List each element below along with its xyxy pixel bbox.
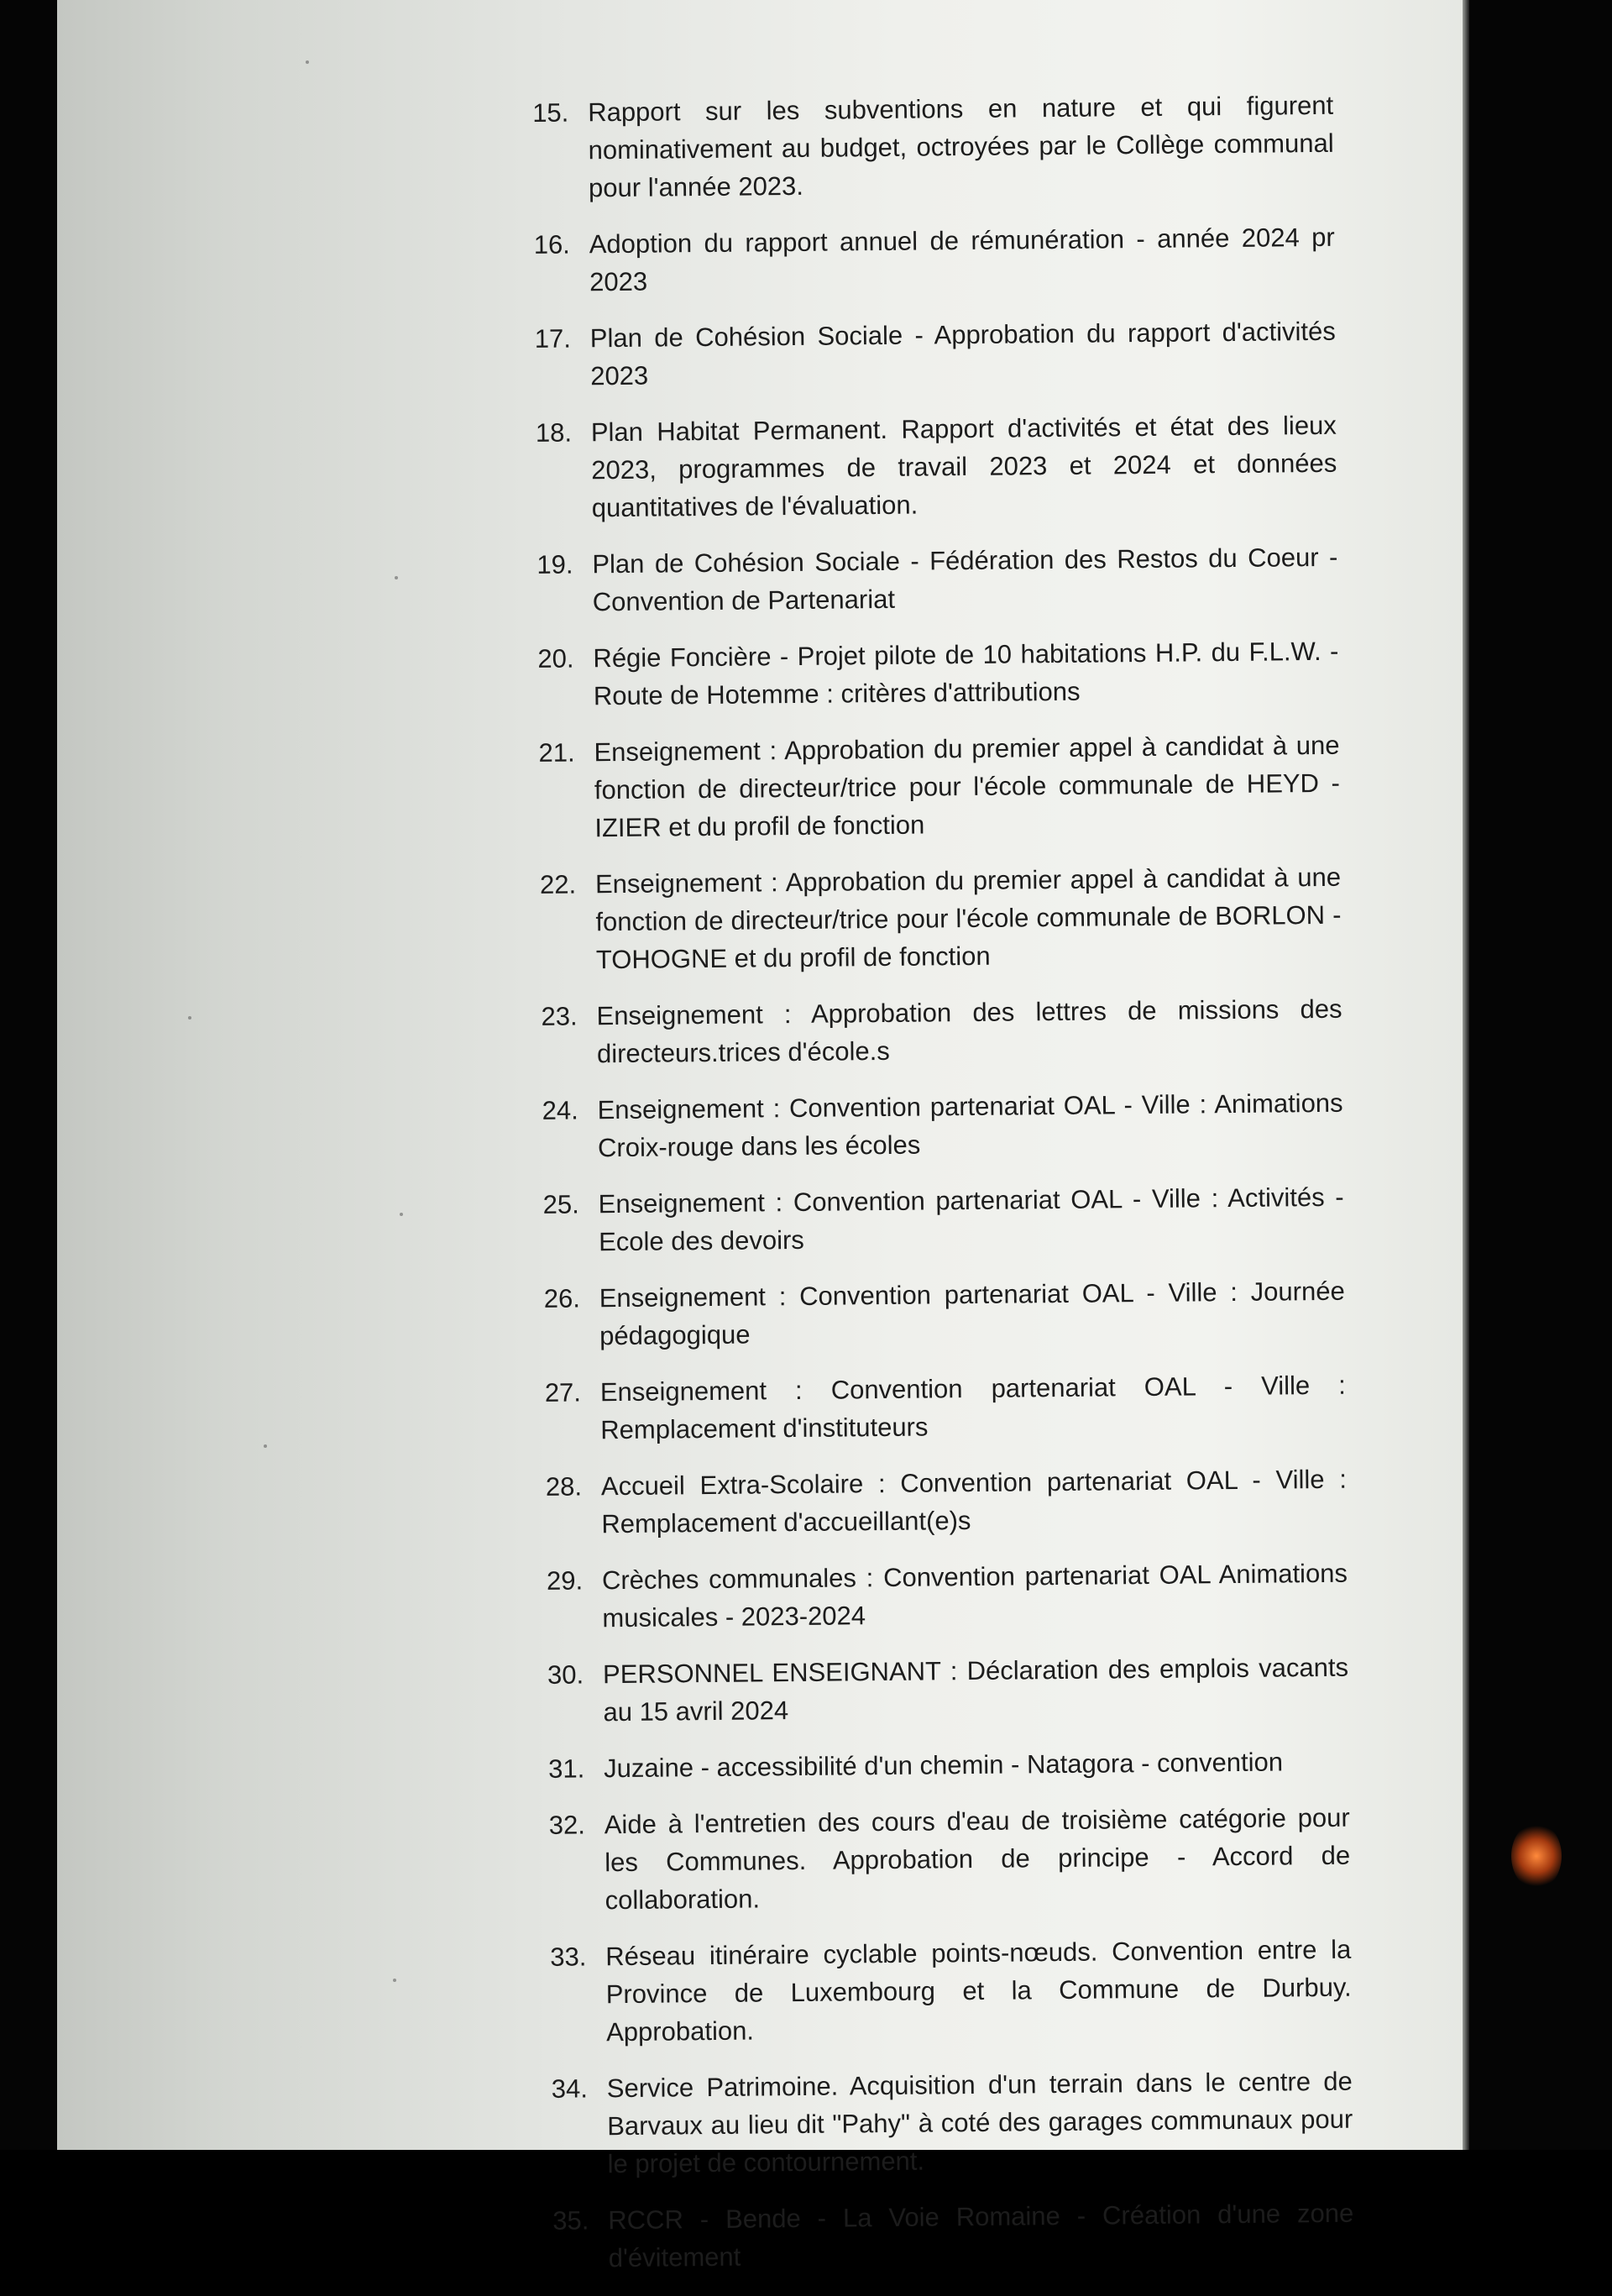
agenda-item-number: 16. xyxy=(533,229,570,259)
light-reflection xyxy=(1511,1822,1562,1890)
agenda-item-number: 23. xyxy=(541,1001,578,1031)
agenda-item xyxy=(533,726,1340,847)
agenda-item-number: 15. xyxy=(532,97,569,128)
agenda-item-number: 24. xyxy=(542,1095,578,1125)
paper-speck xyxy=(264,1444,267,1448)
agenda-item xyxy=(535,858,1342,979)
agenda-item-number: 26. xyxy=(543,1283,581,1313)
agenda-item-number: 19. xyxy=(536,549,573,579)
agenda-item xyxy=(537,1178,1344,1261)
agenda-item-number: 30. xyxy=(547,1659,584,1690)
agenda-item xyxy=(527,86,1334,207)
agenda-item-number: 25. xyxy=(542,1189,579,1219)
agenda-item-number: 32. xyxy=(548,1810,586,1840)
agenda-item-text: Service Patrimoine. Acquisition d'un terrain dans le centre de Barvaux au lieu dit "Pahy" à coté des garages communaux pour le projet de contournement. xyxy=(606,2066,1353,2179)
agenda-item-text: PERSONNEL ENSEIGNANT : Déclaration des emplois vacants au 15 avril 2024 xyxy=(602,1652,1349,1727)
agenda-item-text: Juzaine - accessibilité d'un chemin - Natagora - convention xyxy=(603,1747,1284,1784)
agenda-item-text: Enseignement : Convention partenariat OAL - Ville : Animations Croix-rouge dans les écoles xyxy=(597,1088,1343,1163)
agenda-item xyxy=(532,632,1339,716)
agenda-item xyxy=(547,2194,1354,2278)
agenda-item xyxy=(530,312,1337,396)
agenda-item-text: Adoption du rapport annuel de rémunération - année 2024 pr 2023 xyxy=(589,222,1335,297)
agenda-item xyxy=(536,1084,1343,1167)
agenda-item xyxy=(531,406,1337,527)
agenda-item-text: RCCR - Bende - La Voie Romaine - Création d'une zone d'évitement xyxy=(608,2198,1354,2273)
agenda-item-text: Enseignement : Approbation du premier appel à candidat à une fonction de directeur/trice pour l'école communale de HEYD - IZIER et du profil de fonction xyxy=(594,730,1341,843)
agenda-item-number: 35. xyxy=(552,2205,589,2236)
paper-speck xyxy=(393,1979,396,1982)
agenda-item-text: Accueil Extra-Scolaire : Convention partenariat OAL - Ville : Remplacement d'accueillant(e)s xyxy=(600,1464,1348,1539)
agenda-item-number: 34. xyxy=(551,2073,589,2104)
agenda-item-text: Réseau itinéraire cyclable points-nœuds. Convention entre la Province de Luxembourg et la Commune de Durbuy. Approbation. xyxy=(605,1934,1352,2047)
paper-speck xyxy=(395,576,398,579)
agenda-item xyxy=(545,1931,1352,2052)
agenda-item xyxy=(536,990,1342,1073)
agenda-item-text: Enseignement : Convention partenariat OAL - Ville : Activités - Ecole des devoirs xyxy=(598,1182,1344,1257)
agenda-item xyxy=(542,1554,1348,1638)
paper-sheet xyxy=(57,0,1463,2273)
agenda-item-text: Enseignement : Convention partenariat OAL - Ville : Remplacement d'instituteurs xyxy=(599,1370,1346,1445)
agenda-item-number: 21. xyxy=(538,737,575,768)
agenda-item-text: Aide à l'entretien des cours d'eau de troisième catégorie pour les Communes. Approbation de principe - Accord de collaboration. xyxy=(604,1802,1351,1916)
paper-speck xyxy=(306,60,309,64)
agenda-item-text: Plan de Cohésion Sociale - Fédération des Restos du Coeur - Convention de Partenariat xyxy=(592,542,1338,617)
agenda-item xyxy=(541,1460,1348,1544)
agenda-item xyxy=(529,218,1336,301)
agenda-item xyxy=(539,1272,1346,1355)
agenda-item xyxy=(540,1366,1347,1449)
agenda-item-number: 31. xyxy=(547,1753,585,1784)
agenda-item-text: Régie Foncière - Projet pilote de 10 habitations H.P. du F.L.W. - Route de Hotemme : critères d'attributions xyxy=(593,636,1339,711)
agenda-item-number: 18. xyxy=(535,417,573,448)
agenda-item-text: Rapport sur les subventions en nature et qui figurent nominativement au budget, octroyées par le Collège communal pour l'année 2023. xyxy=(588,90,1334,203)
agenda-list xyxy=(527,86,1354,2296)
agenda-item-number: 27. xyxy=(544,1377,582,1407)
agenda-item-text: Enseignement : Convention partenariat OAL - Ville : Journée pédagogique xyxy=(599,1276,1345,1351)
agenda-item-text: Crèches communales : Convention partenariat OAL Animations musicales - 2023-2024 xyxy=(601,1558,1348,1633)
agenda-item xyxy=(531,538,1338,621)
agenda-item xyxy=(544,1799,1351,1920)
agenda-item-number: 29. xyxy=(546,1565,584,1596)
agenda-item-number: 20. xyxy=(537,643,574,674)
agenda-item-number: 22. xyxy=(539,869,577,899)
agenda-item-text: Plan de Cohésion Sociale - Approbation du rapport d'activités 2023 xyxy=(589,316,1336,391)
agenda-item-number: 28. xyxy=(545,1471,583,1502)
agenda-item-text: Enseignement : Approbation des lettres de missions des directeurs.trices d'école.s xyxy=(596,993,1342,1069)
paper-speck xyxy=(188,1016,191,1020)
paper-speck xyxy=(400,1213,403,1216)
agenda-item-number: 17. xyxy=(534,323,572,354)
agenda-item-text: Enseignement : Approbation du premier appel à candidat à une fonction de directeur/trice pour l'école communale de BORLON - TOHOGNE et du profil de fonction xyxy=(594,862,1342,975)
agenda-item xyxy=(543,1743,1349,1788)
agenda-item xyxy=(542,1649,1349,1732)
agenda-item-number: 33. xyxy=(550,1942,587,1972)
agenda-item-text: Plan Habitat Permanent. Rapport d'activités et état des lieux 2023, programmes de travail 2023 et 2024 et données quantitatives de l'évaluation. xyxy=(590,410,1337,523)
paper-edge-shadow xyxy=(1463,0,1469,2150)
agenda-item xyxy=(547,2063,1353,2183)
